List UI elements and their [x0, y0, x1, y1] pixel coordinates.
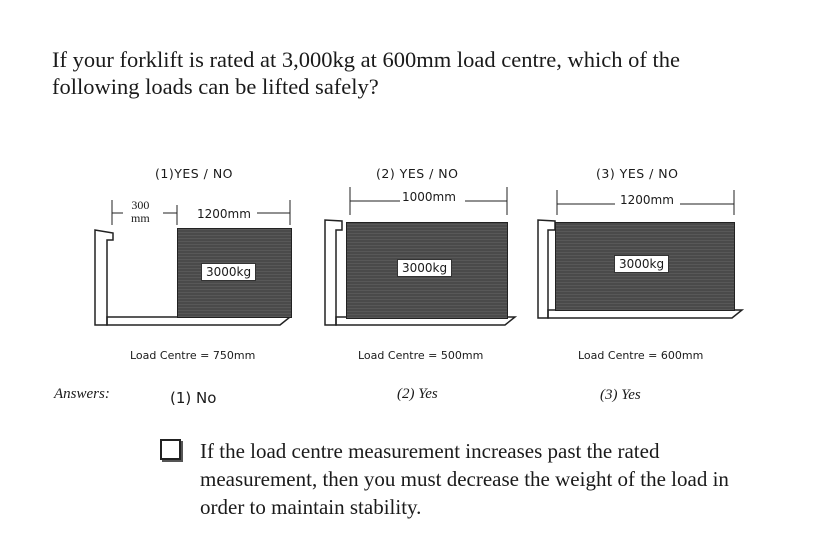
diagram-2-option: (2) YES / NO [376, 166, 459, 181]
diagram-2-load-label: 3000kg [397, 259, 452, 277]
diagram-2-load-centre: Load Centre = 500mm [358, 349, 484, 362]
diagram-1-option: (1)YES / NO [155, 166, 234, 181]
answer-1: (1) No [170, 389, 217, 407]
diagram-1-offset-unit: mm [131, 211, 150, 225]
question-text: If your forklift is rated at 3,000kg at 600mm load centre, which of the following loads can be lifted safely? [52, 47, 680, 99]
answers-label: Answers: [54, 386, 110, 402]
diagram-1-offset-value: 300 [131, 198, 150, 212]
diagram-1-length-dimension: 1200mm [197, 207, 251, 221]
diagram-3-option: (3) YES / NO [596, 166, 679, 181]
diagram-3-load-label: 3000kg [614, 255, 669, 273]
note-checkbox[interactable] [160, 439, 181, 460]
diagram-1-load-centre: Load Centre = 750mm [130, 349, 256, 362]
answer-2: (2) Yes [397, 386, 438, 402]
diagram-3-length-dimension: 1200mm [620, 193, 674, 207]
answer-3: (3) Yes [600, 387, 641, 403]
diagram-3-load-centre: Load Centre = 600mm [578, 349, 704, 362]
diagram-1-load-label: 3000kg [201, 263, 256, 281]
note-text: If the load centre measurement increases past the rated measurement, then you must decrease the weight of the load in order to maintain stability. [200, 439, 729, 519]
diagram-2-length-dimension: 1000mm [402, 190, 456, 204]
